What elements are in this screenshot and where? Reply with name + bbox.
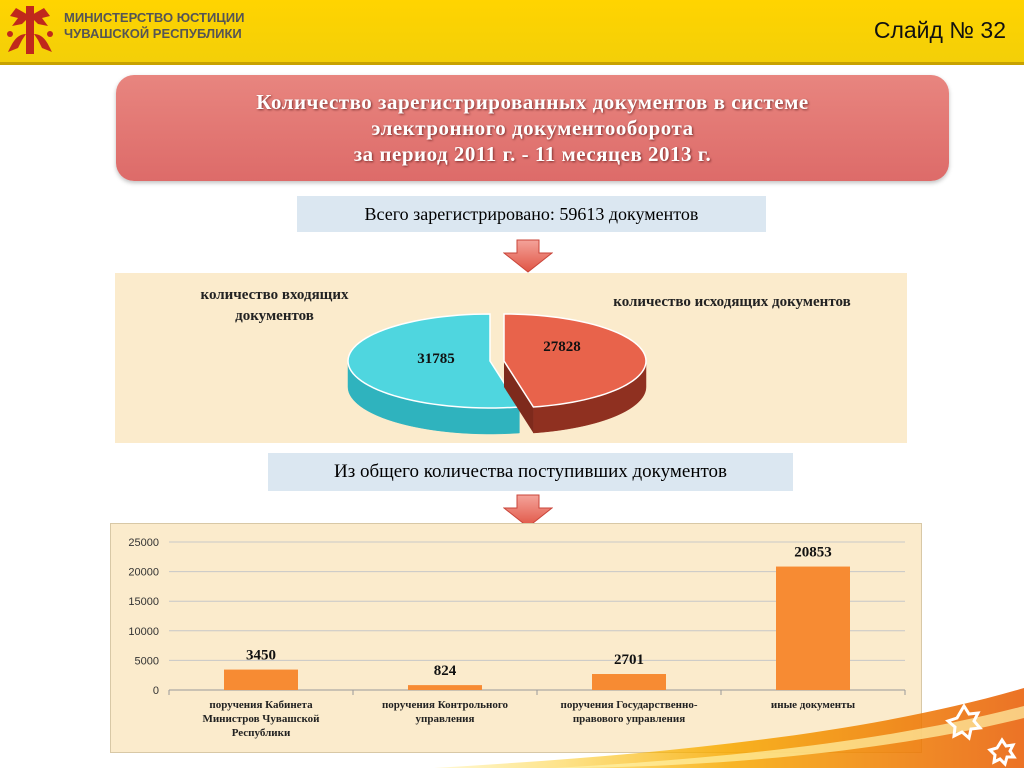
slide-number: Слайд № 32 bbox=[873, 17, 1006, 43]
bar-value-label: 20853 bbox=[794, 544, 832, 561]
chuvash-emblem-icon bbox=[4, 4, 56, 56]
bar-value-label: 824 bbox=[433, 663, 457, 680]
pie-value-incoming: 31785 bbox=[417, 351, 455, 367]
pie-chart bbox=[115, 273, 907, 443]
bar-value-label: 2701 bbox=[614, 652, 644, 669]
y-tick-label: 0 bbox=[152, 685, 159, 697]
bar bbox=[776, 567, 850, 690]
x-category-label: поручения Контрольного управления bbox=[381, 699, 509, 725]
x-category-label: поручения Кабинета Министров Чувашской Республики bbox=[202, 699, 320, 739]
bar bbox=[224, 670, 298, 690]
y-tick-label: 25000 bbox=[128, 537, 159, 549]
x-category-label: иные документы bbox=[770, 699, 856, 711]
pie-value-outgoing: 27828 bbox=[543, 339, 581, 355]
bar-value-label: 3450 bbox=[246, 647, 276, 664]
pie-label-outgoing: количество исходящих документов bbox=[613, 294, 851, 310]
y-tick-label: 20000 bbox=[128, 566, 159, 579]
y-tick-label: 10000 bbox=[128, 625, 159, 638]
x-category-label: поручения Государственно-правового управления bbox=[560, 699, 698, 725]
decorative-corner-ornament bbox=[434, 678, 1024, 768]
slide-title: Количество зарегистрированных документов в системе электронного документооборота за период 2011 г. - 11 месяцев 2013 г. bbox=[256, 90, 809, 166]
total-registered-box: Всего зарегистрировано: 59613 документов bbox=[297, 196, 766, 232]
from-incoming-box: Из общего количества поступивших документов bbox=[268, 453, 793, 491]
ministry-name: МИНИСТЕРСТВО ЮСТИЦИИ ЧУВАШСКОЙ РЕСПУБЛИКИ bbox=[64, 10, 245, 41]
slide-title-box bbox=[116, 75, 949, 181]
down-arrow-icon bbox=[503, 239, 553, 273]
pie-chart-panel bbox=[115, 273, 907, 443]
pie-label-incoming: количество входящих документов bbox=[200, 287, 349, 324]
y-tick-label: 15000 bbox=[128, 596, 159, 609]
y-tick-label: 5000 bbox=[134, 655, 159, 668]
header-bar bbox=[0, 0, 1024, 65]
